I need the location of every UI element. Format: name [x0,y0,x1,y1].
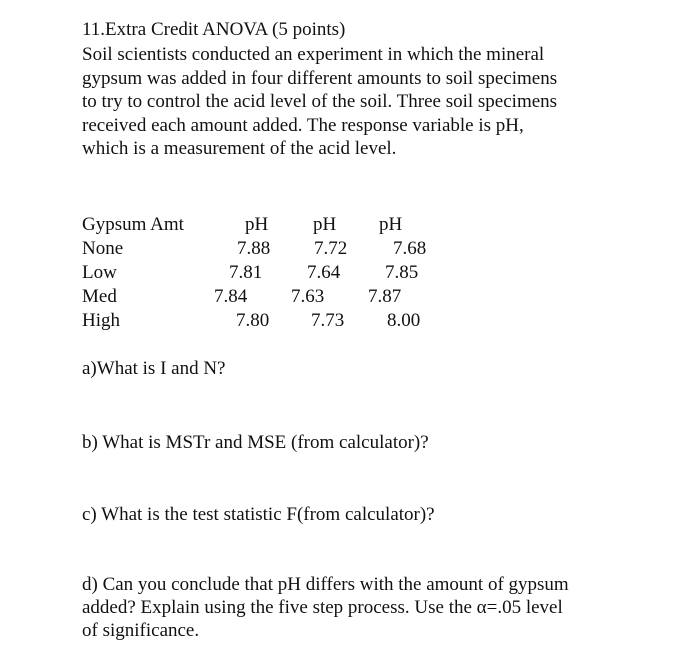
table-header-ph-2: pH [313,214,337,235]
problem-description [82,43,557,161]
table-cell: 7.63 [291,286,325,307]
table-cell: 7.85 [385,262,419,283]
description-line: Soil scientists conducted an experiment in which the mineral [82,44,545,65]
problem-heading: 11.Extra Credit ANOVA (5 points) [82,19,346,40]
table-row-label-low: Low [82,262,117,283]
question-d-line: added? Explain using the five step process. Use the α=.05 level [82,597,563,618]
question-c: c) What is the test statistic F(from calculator)? [82,504,435,525]
table-row-label-med: Med [82,286,117,307]
table-cell: 7.81 [229,262,263,283]
question-d [82,573,569,642]
table-header-ph-3: pH [379,214,403,235]
question-d-line: d) Can you conclude that pH differs with the amount of gypsum [82,574,569,595]
question-b: b) What is MSTr and MSE (from calculator)? [82,432,429,453]
table-cell: 7.80 [236,310,270,331]
description-line: received each amount added. The response variable is pH, [82,114,524,136]
description-line: to try to control the acid level of the soil. Three soil specimens [82,91,558,112]
table-header-ph-1: pH [245,214,269,235]
table-cell: 7.88 [237,238,271,259]
table-cell: 7.73 [311,310,345,331]
description-line: gypsum was added in four different amounts to soil specimens [82,67,558,89]
table-row-label-none: None [82,238,124,259]
question-d-line: of significance. [82,620,200,641]
table-cell: 7.64 [307,262,341,283]
table-header-gypsum-amt: Gypsum Amt [82,214,184,235]
table-cell: 7.72 [314,238,348,259]
table-cell: 8.00 [387,310,421,331]
table-cell: 7.84 [214,286,248,307]
table-cell: 7.68 [393,238,427,259]
description-line: which is a measurement of the acid level. [82,138,397,159]
table-cell: 7.87 [368,286,402,307]
question-a: a)What is I and N? [82,358,226,379]
table-row-label-high: High [82,310,120,331]
